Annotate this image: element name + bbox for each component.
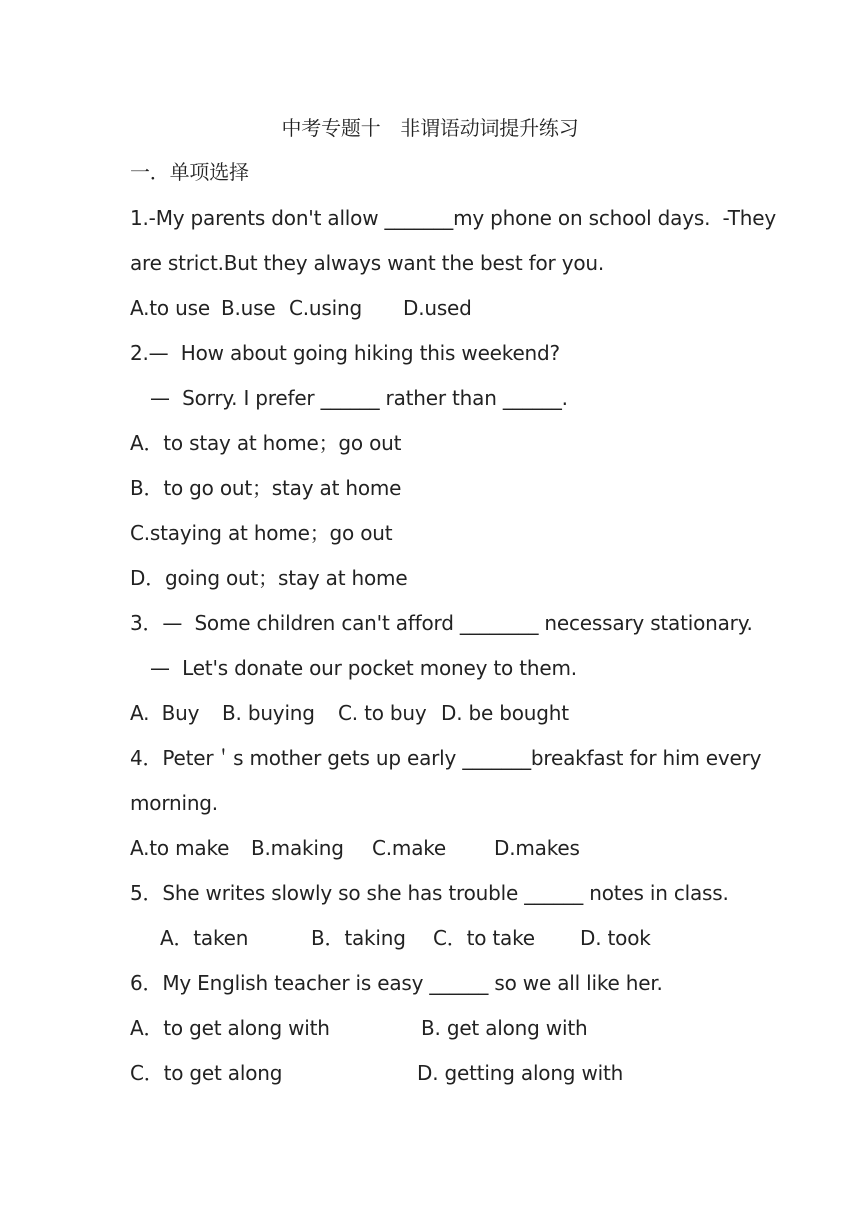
question-3-reply: — Let's donate our pocket money to them. [150,656,577,680]
q2-option-d: D．going out；stay at home [130,566,408,590]
q1-option-b: B.use [221,296,276,320]
question-4-text-cont: morning. [130,791,218,815]
q3-option-b: B. buying [222,701,315,725]
q6-option-d: D. getting along with [417,1061,624,1085]
q6-option-a: A．to get along with [130,1016,330,1040]
q6-option-c: C．to get along [130,1061,283,1085]
q2-option-a: A．to stay at home；go out [130,431,402,455]
q5-option-b: B．taking [311,926,406,950]
question-2-text: 2.— How about going hiking this weekend? [130,341,560,365]
q2-option-c: C.staying at home；go out [130,521,393,545]
page-title: 中考专题十 非谓语动词提升练习 [281,116,579,140]
question-5-text: 5．She writes slowly so she has trouble ______ notes in class. [130,881,729,905]
q3-option-a: A. Buy [130,701,200,725]
question-4-text: 4．Peter＇s mother gets up early _______breakfast for him every [130,746,762,770]
q5-option-d: D. took [580,926,651,950]
q2-option-b: B．to go out；stay at home [130,476,402,500]
q4-option-a: A.to make [130,836,230,860]
question-3-text: 3．— Some children can't afford ________ necessary stationary. [130,611,753,635]
question-2-reply: — Sorry. I prefer ______ rather than ______. [150,386,568,410]
q6-option-b: B. get along with [421,1016,588,1040]
q5-option-c: C．to take [433,926,535,950]
q4-option-b: B.making [251,836,344,860]
question-6-text: 6．My English teacher is easy ______ so we all like her. [130,971,663,995]
q1-option-c: C.using [289,296,362,320]
q1-option-d: D.used [403,296,472,320]
q4-option-c: C.make [372,836,447,860]
q3-option-d: D. be bought [441,701,569,725]
q5-option-a: A．taken [160,926,249,950]
q4-option-d: D.makes [494,836,580,860]
q1-option-a: A.to use [130,296,210,320]
question-1-text: 1.-My parents don't allow _______my phone on school days. -They [130,206,776,230]
question-1-text-cont: are strict.But they always want the best for you. [130,251,605,275]
section-heading: 一．单项选择 [130,160,249,184]
q3-option-c: C. to buy [338,701,427,725]
